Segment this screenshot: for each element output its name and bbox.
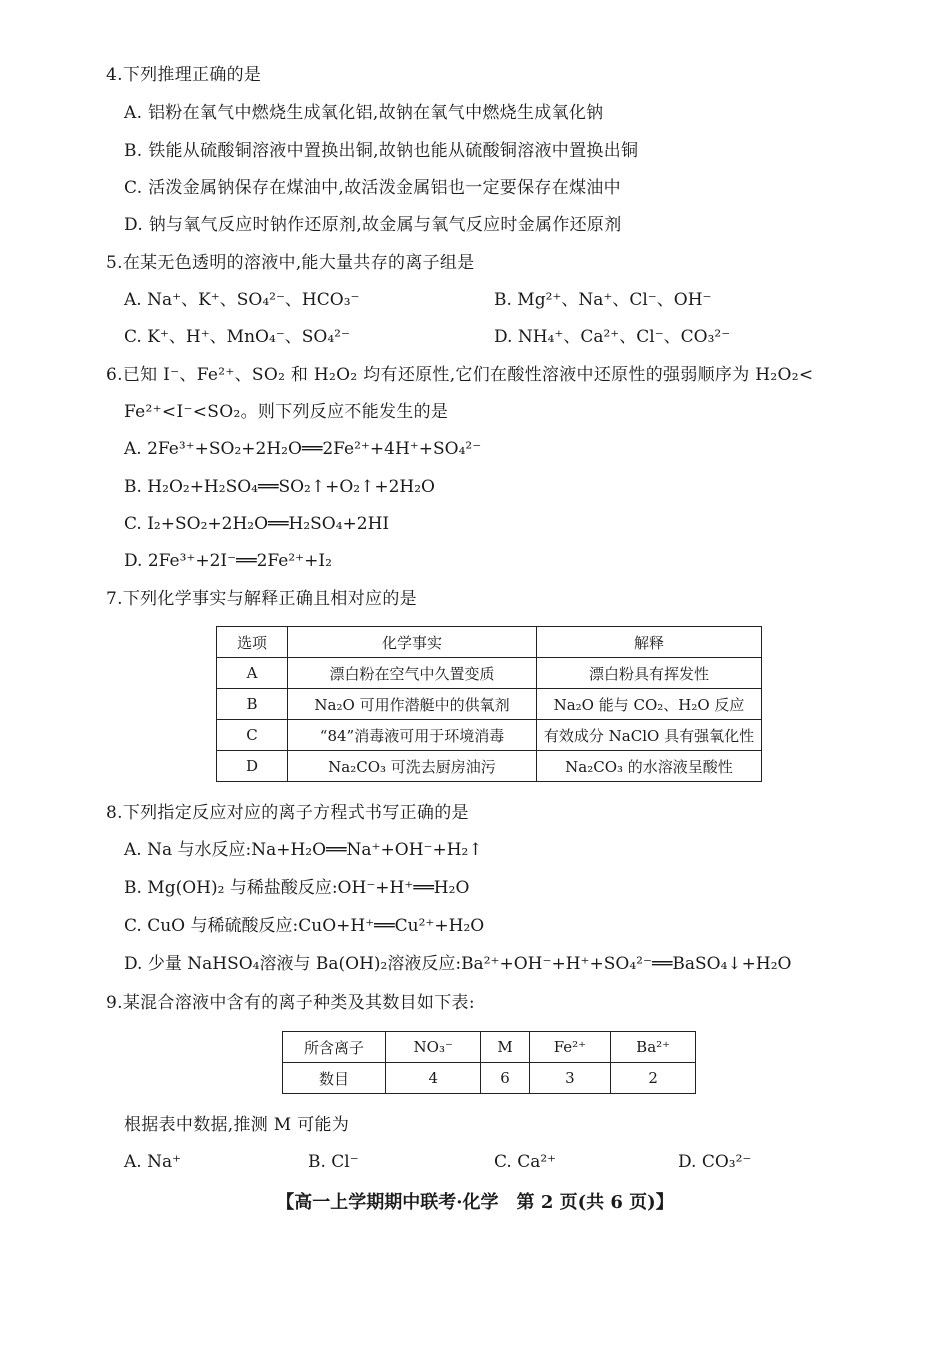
table-cell: D [217,751,288,782]
q7-table [216,626,762,782]
table-cell: Na₂O 可用作潜艇中的供氧剂 [288,689,537,720]
table-cell: 所含离子 [283,1032,386,1063]
table-cell: NO₃⁻ [386,1032,481,1063]
q9-option-b: B. Cl⁻ [308,1152,359,1172]
q8-stem: 8.下列指定反应对应的离子方程式书写正确的是 [106,803,469,823]
q5-stem: 5.在某无色透明的溶液中,能大量共存的离子组是 [106,253,475,273]
q6-option-c: C. I₂+SO₂+2H₂O══H₂SO₄+2HI [124,514,390,534]
q9-ask: 根据表中数据,推测 M 可能为 [124,1115,350,1135]
q6-option-a: A. 2Fe³⁺+SO₂+2H₂O══2Fe²⁺+4H⁺+SO₄²⁻ [124,439,482,459]
q9-option-a: A. Na⁺ [124,1152,182,1172]
q5-option-d: D. NH₄⁺、Ca²⁺、Cl⁻、CO₃²⁻ [494,327,731,347]
q6-stem-line2: Fe²⁺<I⁻<SO₂。则下列反应不能发生的是 [124,402,449,422]
table-cell: A [217,658,288,689]
table-cell: 3 [529,1063,611,1094]
table-row [217,689,762,720]
q5-option-c: C. K⁺、H⁺、MnO₄⁻、SO₄²⁻ [124,327,350,347]
table-cell: M [481,1032,529,1063]
table-cell: C [217,720,288,751]
q9-option-d: D. CO₃²⁻ [678,1152,752,1172]
q9-table [282,1031,696,1094]
table-cell: B [217,689,288,720]
table-cell: Na₂O 能与 CO₂、H₂O 反应 [537,689,762,720]
table-cell: Na₂CO₃ 的水溶液呈酸性 [537,751,762,782]
q4-option-d: D. 钠与氧气反应时钠作还原剂,故金属与氧气反应时金属作还原剂 [124,215,622,235]
q4-option-c: C. 活泼金属钠保存在煤油中,故活泼金属铝也一定要保存在煤油中 [124,178,621,198]
table-row [217,658,762,689]
table-cell: “84”消毒液可用于环境消毒 [288,720,537,751]
header-cell: 解释 [537,627,762,658]
table-cell: Na₂CO₃ 可洗去厨房油污 [288,751,537,782]
q5-option-a: A. Na⁺、K⁺、SO₄²⁻、HCO₃⁻ [124,290,360,310]
table-cell: Fe²⁺ [529,1032,611,1063]
table-cell: 4 [386,1063,481,1094]
q8-option-b: B. Mg(OH)₂ 与稀盐酸反应:OH⁻+H⁺══H₂O [124,878,470,898]
q8-option-d: D. 少量 NaHSO₄溶液与 Ba(OH)₂溶液反应:Ba²⁺+OH⁻+H⁺+SO₄²⁻══BaSO₄↓+H₂O [124,954,792,974]
table-cell: 2 [611,1063,696,1094]
q4-stem: 4.下列推理正确的是 [106,65,262,85]
q6-option-d: D. 2Fe³⁺+2I⁻══2Fe²⁺+I₂ [124,551,332,571]
header-cell: 化学事实 [288,627,537,658]
q7-stem: 7.下列化学事实与解释正确且相对应的是 [106,589,417,609]
header-cell: 选项 [217,627,288,658]
table-cell: Ba²⁺ [611,1032,696,1063]
table-row [217,751,762,782]
q4-option-b: B. 铁能从硫酸铜溶液中置换出铜,故钠也能从硫酸铜溶液中置换出铜 [124,141,639,161]
table-cell: 漂白粉具有挥发性 [537,658,762,689]
table-row [283,1063,696,1094]
q8-option-a: A. Na 与水反应:Na+H₂O══Na⁺+OH⁻+H₂↑ [124,840,483,860]
q5-option-b: B. Mg²⁺、Na⁺、Cl⁻、OH⁻ [494,290,712,310]
q4-option-a: A. 铝粉在氧气中燃烧生成氧化铝,故钠在氧气中燃烧生成氧化钠 [124,103,604,123]
q9-stem: 9.某混合溶液中含有的离子种类及其数目如下表: [106,993,475,1013]
q9-option-c: C. Ca²⁺ [494,1152,557,1172]
table-row [283,1032,696,1063]
page-footer: 【高一上学期期中联考·化学 第 2 页(共 6 页)】 [276,1192,674,1213]
table-header-row [217,627,762,658]
table-cell: 6 [481,1063,529,1094]
table-cell: 数目 [283,1063,386,1094]
table-cell: 有效成分 NaClO 具有强氧化性 [537,720,762,751]
q6-stem-line1: 6.已知 I⁻、Fe²⁺、SO₂ 和 H₂O₂ 均有还原性,它们在酸性溶液中还原性的强弱顺序为 H₂O₂< [106,365,814,385]
table-row [217,720,762,751]
q8-option-c: C. CuO 与稀硫酸反应:CuO+H⁺══Cu²⁺+H₂O [124,916,485,936]
q6-option-b: B. H₂O₂+H₂SO₄══SO₂↑+O₂↑+2H₂O [124,477,435,497]
table-cell: 漂白粉在空气中久置变质 [288,658,537,689]
